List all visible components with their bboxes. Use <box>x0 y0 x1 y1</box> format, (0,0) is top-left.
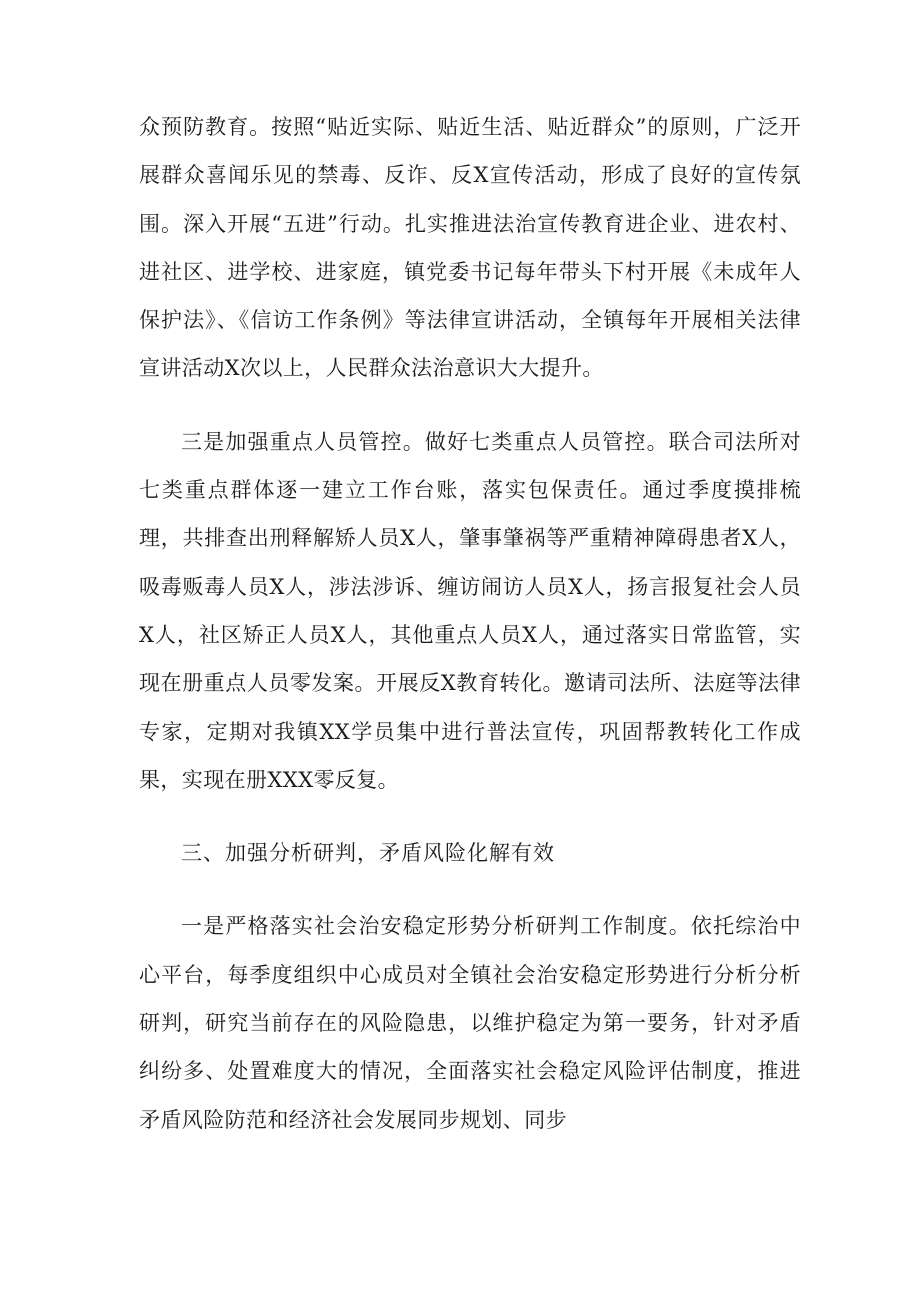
document-body <box>139 103 801 1144</box>
section-heading: 三、加强分析研判，矛盾风险化解有效 <box>181 841 555 866</box>
paragraph-analysis: 一是严格落实社会治安稳定形势分析研判工作制度。依托综治中心平台，每季度组织中心成员对全镇社会治安稳定形势进行分析分析研判，研究当前存在的风险隐患，以维护稳定为第一要务，针对矛盾纠纷多、处置难度大的情况，全面落实社会稳定风险评估制度，推进矛盾风险防范和经济社会发展同步规划、同步 <box>139 914 801 1132</box>
paragraph-propaganda: 众预防教育。按照“贴近实际、贴近生活、贴近群众”的原则，广泛开展群众喜闻乐见的禁毒、反诈、反X宣传活动，形成了良好的宣传氛围。深入开展“五进”行动。扎实推进法治宣传教育进企业、进农村、进社区、进学校、进家庭，镇党委书记每年带头下村开展《未成年人保护法》、《信访工作条例》等法律宣讲活动，全镇每年开展相关法律宣讲活动X次以上，人民群众法治意识大大提升。 <box>139 115 801 381</box>
paragraph-key-personnel: 三是加强重点人员管控。做好七类重点人员管控。联合司法所对七类重点群体逐一建立工作台账，落实包保责任。通过季度摸排梳理，共排查出刑释解矫人员X人，肇事肇祸等严重精神障碍患者X人，吸毒贩毒人员X人，涉法涉诉、缠访闹访人员X人，扬言报复社会人员X人，社区矫正人员X人，其他重点人员X人，通过落实日常监管，实现在册重点人员零发案。开展反X教育转化。邀请司法所、法庭等法律专家，定期对我镇XX学员集中进行普法宣传，巩固帮教转化工作成果，实现在册XXX零反复。 <box>139 429 801 792</box>
